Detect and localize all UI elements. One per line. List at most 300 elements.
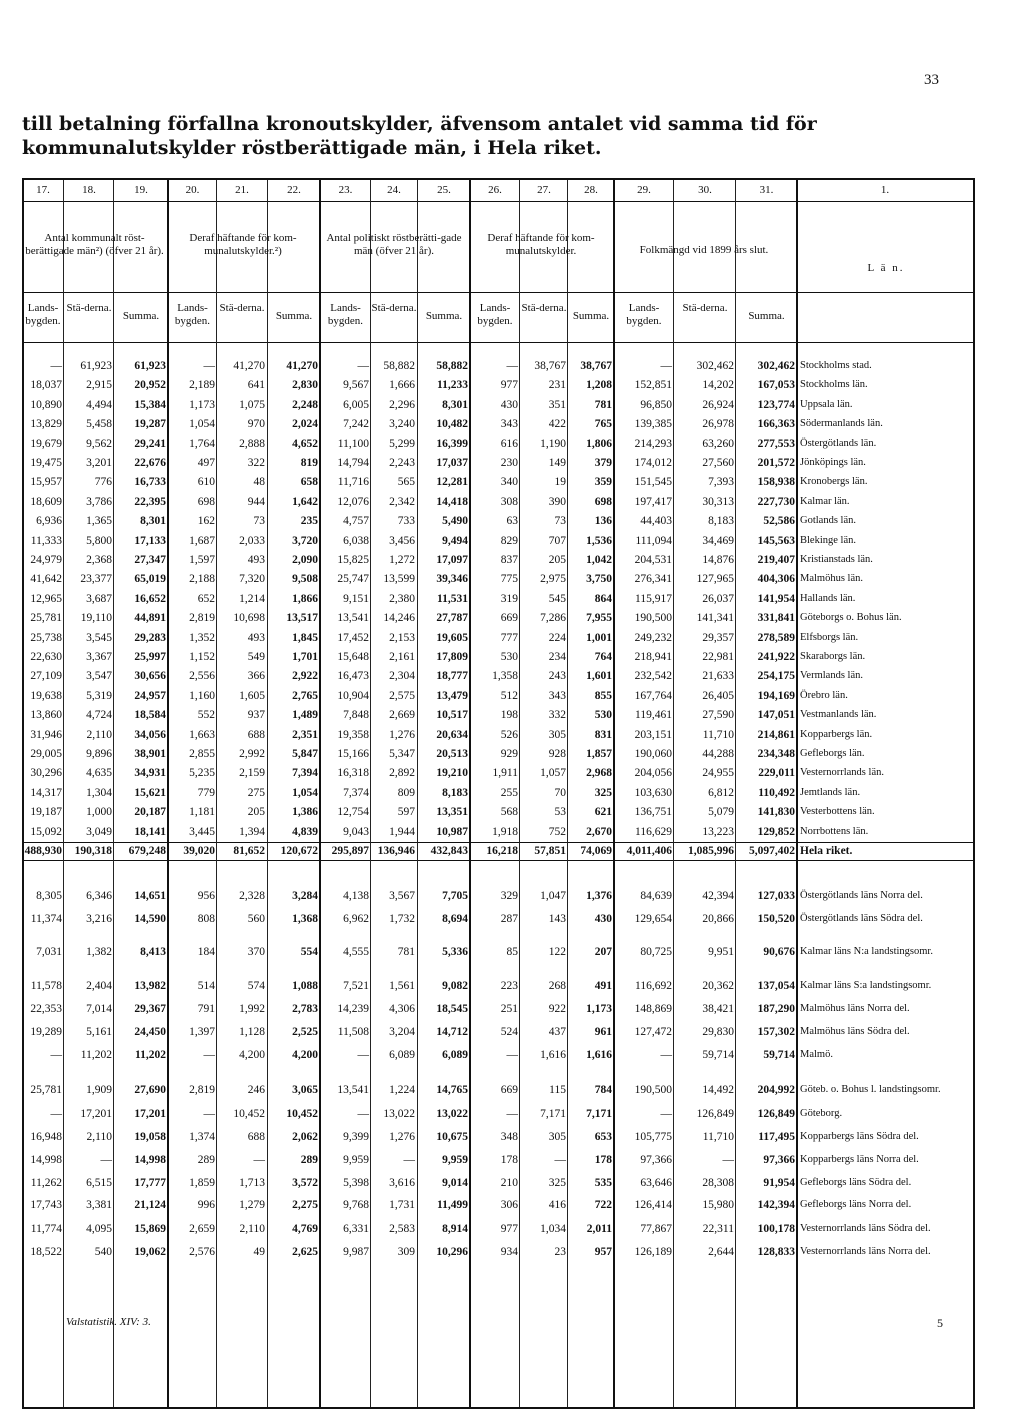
table-cell: 58,882 [383, 360, 415, 372]
table-cell: 11,508 [337, 1026, 369, 1038]
table-cell: 491 [594, 980, 612, 992]
table-cell: 2,525 [292, 1026, 318, 1038]
row-label: Vesternorrlands läns Norra del. [800, 1246, 931, 1257]
table-cell: 255 [500, 786, 518, 799]
table-cell: 19,210 [436, 767, 468, 780]
table-cell: 1,272 [389, 554, 415, 566]
table-cell: 18,609 [30, 495, 62, 508]
table-cell: 652 [197, 592, 215, 605]
row-label: Uppsala län. [800, 398, 853, 410]
table-cell: 526 [500, 728, 518, 741]
table-cell: 6,936 [36, 515, 62, 528]
table-cell: — [50, 360, 62, 372]
table-cell: 25,781 [30, 1084, 62, 1096]
table-cell: 1,666 [389, 379, 415, 392]
table-cell: 190,060 [634, 748, 672, 760]
table-cell: 70 [554, 786, 566, 799]
table-cell: 1,616 [586, 1049, 612, 1061]
table-cell: 115 [549, 1084, 566, 1096]
table-cell: 2,342 [389, 495, 415, 508]
table-cell: 167,764 [634, 689, 672, 702]
table-cell: 17,777 [134, 1177, 166, 1189]
table-cell: 97,366 [640, 1154, 672, 1166]
table-cell: 12,281 [436, 476, 468, 489]
table-cell: 5,161 [86, 1026, 112, 1038]
table-cell: 9,082 [442, 980, 468, 992]
table-cell: 777 [500, 631, 518, 644]
row-label: Göteb. o. Bohus l. landstingsomr. [800, 1084, 941, 1095]
table-cell: 2,110 [86, 728, 112, 741]
table-cell: 781 [594, 398, 612, 411]
footer-page: 5 [937, 1316, 943, 1330]
table-cell: 302,462 [757, 360, 795, 372]
table-cell: — [357, 1049, 369, 1061]
table-cell: 348 [500, 1131, 518, 1143]
table-cell: 1,489 [292, 709, 318, 722]
table-cell: 16,218 [486, 845, 518, 857]
table-cell: 366 [247, 670, 265, 683]
table-cell: 18,545 [436, 1003, 468, 1015]
table-cell: 198 [500, 709, 518, 722]
table-cell: 2,575 [389, 689, 415, 702]
table-cell: 961 [594, 1026, 612, 1038]
table-cell: 13,599 [383, 573, 415, 586]
table-cell: 688 [247, 1131, 265, 1143]
table-cell: 11,233 [437, 379, 468, 392]
table-cell: 308 [500, 495, 518, 508]
table-cell: 148,869 [634, 1003, 672, 1015]
table-cell: 1,764 [189, 437, 215, 450]
table-cell: 22,353 [30, 1003, 62, 1015]
table-cell: 157,302 [757, 1026, 795, 1038]
table-cell: 616 [500, 437, 518, 450]
table-cell: 44,288 [702, 748, 734, 760]
table-cell: 53 [554, 806, 566, 819]
table-cell: 14,998 [134, 1154, 166, 1166]
table-cell: 15,384 [134, 398, 166, 411]
table-cell: 207 [594, 946, 612, 958]
table-cell: 17,133 [134, 534, 166, 547]
table-cell: 512 [500, 689, 518, 702]
sub-header: Lands-bygden. [25, 302, 61, 327]
table-cell: 127,033 [757, 890, 795, 902]
table-cell: 2,404 [86, 980, 112, 992]
table-cell: 2,915 [86, 379, 112, 392]
table-cell: 18,522 [30, 1246, 62, 1258]
table-cell: 20,634 [436, 728, 468, 741]
table-cell: 17,809 [436, 651, 468, 663]
table-cell: 27,590 [702, 709, 734, 722]
table-cell: 10,904 [337, 689, 369, 702]
table-cell: 184 [197, 946, 215, 958]
subheader-rule [22, 342, 975, 343]
table-cell: 722 [594, 1199, 612, 1211]
table-cell: 123,774 [757, 398, 795, 411]
row-label: Kopparbergs läns Södra del. [800, 1131, 919, 1142]
table-cell: 22,311 [702, 1223, 734, 1235]
table-cell: 2,819 [189, 612, 215, 625]
table-cell: 136,946 [377, 845, 415, 857]
table-cell: 13,541 [337, 612, 369, 625]
table-cell: 38,421 [702, 1003, 734, 1015]
table-cell: 126,189 [634, 1246, 672, 1258]
table-cell: 3,786 [86, 495, 112, 508]
table-cell: 100,178 [757, 1223, 795, 1235]
sub-header: Lands-bygden. [327, 302, 364, 327]
table-cell: 15,166 [337, 748, 369, 760]
table-cell: 15,092 [30, 825, 62, 838]
table-cell: — [660, 360, 672, 372]
row-label: Malmö. [800, 1049, 833, 1060]
table-cell: 16,318 [337, 767, 369, 780]
table-cell: 1,042 [586, 554, 612, 566]
table-cell: 530 [500, 651, 518, 663]
row-label: Kristianstads län. [800, 554, 873, 565]
table-cell: 1,047 [540, 890, 566, 902]
table-cell: 234 [548, 651, 566, 663]
table-cell: 554 [300, 946, 318, 958]
table-cell: 127,965 [696, 573, 734, 586]
table-cell: 24,979 [30, 554, 62, 566]
table-cell: 4,200 [239, 1049, 265, 1061]
row-label: Gefleborgs läns Södra del. [800, 1177, 912, 1188]
table-cell: 145,563 [757, 534, 795, 547]
table-cell: 11,262 [30, 1177, 62, 1189]
table-cell: 3,216 [86, 913, 112, 925]
table-cell: 3,567 [389, 890, 415, 902]
table-cell: 309 [397, 1246, 415, 1258]
table-cell: 12,965 [30, 592, 62, 605]
table-cell: 122 [548, 946, 566, 958]
column-number: 17. [36, 184, 50, 196]
table-cell: 1,857 [586, 748, 612, 760]
table-cell: 127,472 [634, 1026, 672, 1038]
table-cell: 23,377 [80, 573, 112, 586]
sub-header: Stä-derna. [66, 302, 112, 314]
table-cell: 44,403 [640, 515, 672, 528]
table-cell: 214,861 [757, 728, 795, 741]
table-cell: 1,173 [586, 1003, 612, 1015]
table-cell: 329 [500, 890, 518, 902]
table-cell: 11,531 [437, 592, 468, 605]
table-cell: 194,169 [757, 689, 795, 702]
row-label: Jemtlands län. [800, 786, 861, 798]
table-cell: 2,783 [292, 1003, 318, 1015]
table-cell: 7,848 [343, 709, 369, 722]
column-number: 23. [338, 184, 353, 196]
table-cell: 977 [500, 379, 518, 392]
table-cell: 1,601 [586, 670, 612, 683]
table-cell: 970 [247, 418, 265, 431]
table-cell: 1,001 [586, 631, 612, 644]
table-cell: 14,765 [436, 1084, 468, 1096]
table-cell: 831 [594, 728, 612, 741]
table-cell: 1,713 [239, 1177, 265, 1189]
table-cell: 779 [197, 786, 215, 799]
table-cell: 15,957 [30, 476, 62, 489]
table-cell: 610 [197, 476, 215, 489]
table-cell: 332 [548, 709, 566, 722]
table-cell: — [660, 1108, 672, 1120]
table-cell: 343 [548, 689, 566, 702]
column-number: 22. [287, 184, 301, 196]
table-cell: 149 [548, 457, 566, 469]
table-cell: 137,054 [757, 980, 795, 992]
table-cell: 17,201 [80, 1108, 112, 1120]
table-cell: 204,992 [757, 1084, 795, 1096]
table-cell: 143 [548, 913, 566, 925]
table-cell: 29,357 [702, 631, 734, 644]
table-cell: 11,499 [437, 1199, 468, 1211]
table-cell: 73 [253, 515, 265, 528]
table-cell: 24,450 [134, 1026, 166, 1038]
table-cell: 4,635 [86, 767, 112, 780]
table-cell: 2,159 [239, 767, 265, 780]
table-cell: 14,246 [383, 612, 415, 625]
table-cell: 574 [247, 980, 265, 992]
table-cell: 957 [594, 1246, 612, 1258]
table-cell: 18,584 [134, 709, 166, 722]
table-cell: 147,051 [757, 709, 795, 722]
table-cell: 1,642 [292, 495, 318, 508]
sub-header: Summa. [425, 310, 463, 322]
sub-header: Lands-bygden. [626, 302, 662, 327]
table-cell: 370 [247, 946, 265, 958]
table-cell: 23 [554, 1246, 566, 1258]
table-cell: 110,492 [758, 786, 795, 799]
table-cell: 9,399 [343, 1131, 369, 1143]
table-cell: 5,235 [189, 767, 215, 780]
table-cell: 278,589 [757, 631, 795, 644]
sub-header: Summa. [748, 310, 785, 322]
table-cell: 1,382 [86, 946, 112, 958]
table-cell: 7,521 [343, 980, 369, 992]
table-cell: 73 [554, 515, 566, 528]
table-cell: 956 [197, 890, 215, 902]
table-cell: 6,005 [343, 398, 369, 411]
table-cell: 126,849 [757, 1108, 795, 1120]
table-cell: 48 [253, 476, 265, 489]
table-cell: 1,352 [189, 631, 215, 644]
table-cell: 781 [397, 946, 415, 958]
column-number: 18. [82, 184, 96, 196]
table-cell: 14,239 [337, 1003, 369, 1015]
row-label: Hela riket. [800, 845, 853, 857]
table-cell: 1,279 [239, 1199, 265, 1211]
table-cell: 17,037 [436, 457, 468, 469]
table-cell: 20,952 [134, 379, 166, 392]
table-cell: 560 [247, 913, 265, 925]
row-label: Vermlands län. [800, 670, 863, 682]
table-cell: 27,787 [436, 612, 468, 625]
table-cell: 11,333 [30, 534, 62, 547]
table-cell: 2,992 [239, 748, 265, 760]
table-cell: 2,275 [292, 1199, 318, 1211]
table-cell: 22,395 [134, 495, 166, 508]
sub-header: Summa. [275, 310, 313, 322]
group-header: Antal politiskt röstberätti-gade män (öfver 21 år). [326, 232, 462, 257]
table-cell: 8,914 [442, 1223, 468, 1235]
table-cell: 224 [548, 631, 566, 644]
table-cell: 4,494 [86, 398, 112, 411]
table-cell: 1,368 [292, 913, 318, 925]
group-rule [22, 292, 975, 293]
table-cell: 2,033 [239, 534, 265, 547]
table-cell: 119,461 [635, 709, 672, 722]
table-cell: 707 [548, 534, 566, 547]
table-cell: 17,743 [30, 1199, 62, 1211]
table-cell: 808 [197, 913, 215, 925]
table-cell: 116,692 [635, 980, 672, 992]
table-cell: 19,358 [337, 728, 369, 741]
table-cell: 1,358 [492, 670, 518, 683]
table-cell: 1,276 [389, 728, 415, 741]
table-cell: 6,346 [86, 890, 112, 902]
table-cell: 6,089 [389, 1049, 415, 1061]
table-cell: 9,043 [343, 825, 369, 838]
table-cell: 20,513 [436, 748, 468, 760]
table-cell: 29,283 [134, 631, 166, 644]
table-cell: 1,208 [586, 379, 612, 392]
table-cell: 10,452 [233, 1108, 265, 1120]
table-cell: 565 [397, 476, 415, 489]
table-cell: 25,738 [30, 631, 62, 644]
table-cell: 1,909 [86, 1084, 112, 1096]
table-cell: 29,830 [702, 1026, 734, 1038]
table-cell: 597 [397, 806, 415, 819]
table-cell: 115,917 [635, 592, 672, 605]
table-cell: 430 [500, 398, 518, 411]
table-cell: 4,769 [292, 1223, 318, 1235]
table-cell: 549 [247, 651, 265, 663]
table-cell: 289 [300, 1154, 318, 1166]
table-cell: 2,888 [239, 437, 265, 450]
row-label: Norrbottens län. [800, 825, 869, 837]
table-cell: 2,328 [239, 890, 265, 902]
table-cell: 4,306 [389, 1003, 415, 1015]
row-label: Stockholms län. [800, 379, 868, 391]
table-cell: 142,394 [757, 1199, 795, 1211]
table-cell: 4,200 [292, 1049, 318, 1061]
total-bottom-rule [22, 860, 975, 861]
table-cell: 141,830 [757, 806, 795, 819]
table-cell: 21,124 [134, 1199, 166, 1211]
table-cell: 4,757 [343, 515, 369, 528]
header-rule [22, 201, 975, 202]
table-cell: 5,490 [442, 515, 468, 528]
table-cell: 28,308 [702, 1177, 734, 1189]
table-cell: 9,494 [442, 534, 468, 547]
table-cell: 7,955 [586, 612, 612, 625]
table-cell: 27,560 [702, 457, 734, 469]
row-label: Östergötlands län. [800, 437, 877, 449]
table-cell: 641 [247, 379, 265, 392]
column-number: 1. [880, 184, 890, 196]
table-cell: 1,181 [189, 806, 215, 819]
row-label: Malmöhus län. [800, 573, 863, 585]
table-cell: 190,318 [74, 845, 112, 857]
table-cell: 52,586 [763, 515, 795, 528]
table-cell: 190,500 [634, 612, 672, 625]
table-cell: 201,572 [757, 457, 795, 469]
table-cell: 9,959 [343, 1154, 369, 1166]
table-cell: 41,270 [233, 360, 265, 372]
table-cell: 2,090 [292, 554, 318, 566]
table-cell: 34,469 [702, 534, 734, 547]
table-cell: 8,305 [36, 890, 62, 902]
table-cell: 2,576 [189, 1246, 215, 1258]
table-cell: 105,775 [634, 1131, 672, 1143]
table-cell: 241,922 [757, 651, 795, 663]
table-cell: 928 [548, 748, 566, 760]
table-cell: 15,621 [134, 786, 166, 799]
table-cell: 430 [594, 913, 612, 925]
sub-header: Summa. [122, 310, 160, 322]
table-cell: 698 [197, 495, 215, 508]
table-cell: 6,089 [442, 1049, 468, 1061]
table-cell: 1,663 [189, 728, 215, 741]
table-cell: 3,720 [292, 534, 318, 547]
table-cell: 325 [548, 1177, 566, 1189]
table-cell: 231 [548, 379, 566, 392]
table-cell: 16,652 [134, 592, 166, 605]
table-cell: — [50, 1108, 62, 1120]
table-cell: 3,547 [86, 670, 112, 683]
table-cell: 96,850 [640, 398, 672, 411]
table-cell: 204,056 [634, 767, 672, 780]
table-cell: 25,997 [134, 651, 166, 663]
table-cell: 13,351 [436, 806, 468, 819]
table-cell: — [357, 360, 369, 372]
table-cell: 44,891 [134, 612, 166, 625]
table-cell: 5,097,402 [749, 845, 795, 857]
table-cell: 1,944 [389, 825, 415, 838]
table-cell: 5,398 [343, 1177, 369, 1189]
table-cell: 15,825 [337, 554, 369, 566]
table-cell: 2,892 [389, 767, 415, 780]
row-label: Gefleborgs län. [800, 748, 865, 759]
table-cell: 404,306 [757, 573, 795, 586]
row-label: Vestmanlands län. [800, 709, 877, 721]
table-cell: 227,730 [757, 495, 795, 508]
table-cell: 3,049 [86, 825, 112, 838]
table-cell: 19,475 [30, 457, 62, 469]
table-cell: 178 [500, 1154, 518, 1166]
table-cell: 3,687 [86, 592, 112, 605]
table-cell: 276,341 [634, 573, 672, 586]
table-cell: 13,860 [30, 709, 62, 722]
table-cell: 13,479 [436, 689, 468, 702]
table-cell: 205 [548, 554, 566, 566]
table-cell: 322 [247, 457, 265, 469]
table-cell: 19,110 [80, 612, 112, 625]
table-cell: 25,781 [30, 612, 62, 625]
table-cell: 223 [500, 980, 518, 992]
table-cell: 390 [548, 495, 566, 508]
table-cell: 295,897 [331, 845, 369, 857]
table-cell: 9,987 [343, 1246, 369, 1258]
table-cell: 1,386 [292, 806, 318, 819]
table-cell: 764 [594, 651, 612, 663]
table-cell: 77,867 [640, 1223, 672, 1235]
table-cell: 152,851 [634, 379, 672, 392]
table-cell: 14,876 [702, 554, 734, 566]
table-cell: 1,365 [86, 515, 112, 528]
table-cell: 10,987 [436, 825, 468, 838]
table-cell: 22,676 [134, 457, 166, 469]
table-cell: 653 [594, 1131, 612, 1143]
table-cell: 2,765 [292, 689, 318, 702]
